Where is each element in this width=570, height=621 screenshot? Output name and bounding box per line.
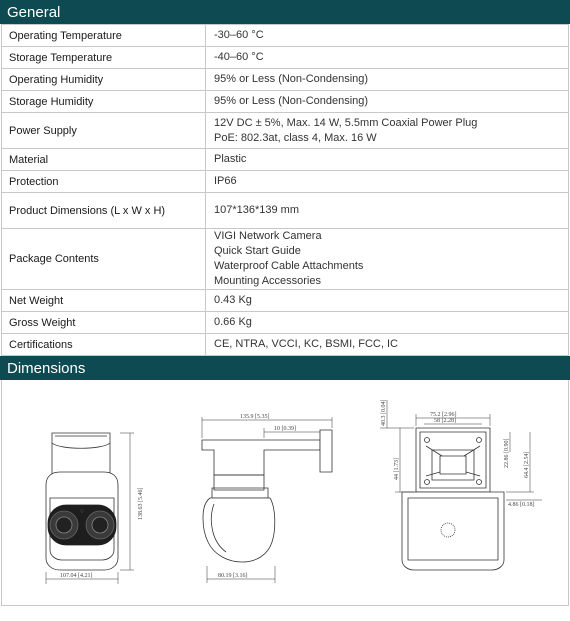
back-top-label: 75.2 [2.96] — [430, 412, 457, 418]
back-v1-label: 40.3 [0.04] — [381, 399, 387, 426]
spec-label: Operating Temperature — [2, 25, 206, 47]
spec-row — [2, 113, 569, 149]
spec-label: Material — [2, 149, 206, 171]
spec-row — [2, 290, 569, 312]
spec-value-line: Waterproof Cable Attachments — [214, 260, 364, 272]
spec-row — [2, 334, 569, 356]
spec-label: Net Weight — [2, 290, 206, 312]
dimensions-section-header — [0, 356, 570, 380]
dimension-drawings — [2, 380, 568, 606]
spec-value — [206, 69, 569, 91]
spec-value-line: -40–60 °C — [214, 51, 264, 63]
spec-value — [206, 171, 569, 193]
spec-value-line: 12V DC ± 5%, Max. 14 W, 5.5mm Coaxial Power Plug — [214, 116, 478, 129]
spec-value-line: 0.66 Kg — [214, 316, 252, 328]
spec-row — [2, 47, 569, 69]
spec-row — [2, 171, 569, 193]
spec-label: Product Dimensions (L x W x H) — [2, 193, 206, 229]
spec-value-line: Quick Start Guide — [214, 245, 301, 257]
spec-value — [206, 229, 569, 290]
back-v5-label: 4.86 [0.18] — [508, 502, 535, 508]
spec-label: Power Supply — [2, 113, 206, 149]
spec-value — [206, 312, 569, 334]
back-v3-label: 22.86 [0.90] — [504, 438, 510, 468]
spec-value — [206, 193, 569, 229]
spec-value — [206, 290, 569, 312]
spec-value-line: 0.43 Kg — [214, 294, 252, 306]
back-view — [380, 400, 542, 570]
spec-value-line: PoE: 802.3at, class 4, Max. 16 W — [214, 131, 377, 144]
spec-value — [206, 113, 569, 149]
spec-value-line: Plastic — [214, 153, 247, 165]
dimensions-title: Dimensions — [7, 360, 86, 377]
spec-value-line: VIGI Network Camera — [214, 230, 322, 242]
side-depth-label: 135.9 [5.35] — [240, 414, 270, 420]
side-arm-label: 10 [0.39] — [274, 426, 296, 432]
spec-label: Storage Temperature — [2, 47, 206, 69]
spec-value-line: 95% or Less (Non-Condensing) — [214, 95, 369, 107]
spec-row — [2, 193, 569, 229]
spec-value — [206, 91, 569, 113]
front-width-label: 107.04 [4.21] — [60, 573, 93, 579]
spec-value-line: IP66 — [214, 175, 237, 187]
spec-label: Package Contents — [2, 229, 206, 290]
spec-row — [2, 312, 569, 334]
spec-value-line: Mounting Accessories — [214, 275, 321, 287]
general-title: General — [7, 4, 61, 21]
spec-label: Operating Humidity — [2, 69, 206, 91]
side-body-label: 80.19 [3.16] — [218, 573, 248, 579]
spec-row — [2, 149, 569, 171]
back-v2-label: 44 [1.73] — [394, 458, 400, 480]
side-view — [202, 417, 332, 583]
dimensions-drawing-area — [1, 380, 569, 606]
spec-table — [1, 24, 569, 356]
spec-row — [2, 91, 569, 113]
spec-value-line: CE, NTRA, VCCI, KC, BSMI, FCC, IC — [214, 338, 398, 350]
spec-row — [2, 229, 569, 290]
spec-value — [206, 149, 569, 171]
spec-label: Certifications — [2, 334, 206, 356]
general-section-header — [0, 0, 570, 24]
spec-row — [2, 69, 569, 91]
spec-value — [206, 334, 569, 356]
front-height-label: 138.63 [5.46] — [138, 487, 144, 520]
spec-label: Gross Weight — [2, 312, 206, 334]
back-inner-label: 58 [2.28] — [434, 418, 456, 424]
spec-value — [206, 47, 569, 69]
spec-value — [206, 25, 569, 47]
back-v4-label: 64.4 [2.54] — [524, 451, 530, 478]
front-view — [46, 433, 134, 584]
spec-row — [2, 25, 569, 47]
spec-value-line: 95% or Less (Non-Condensing) — [214, 73, 369, 85]
spec-value-line: 107*136*139 mm — [214, 204, 300, 216]
spec-label: Storage Humidity — [2, 91, 206, 113]
spec-label: Protection — [2, 171, 206, 193]
spec-value-line: -30–60 °C — [214, 29, 264, 41]
